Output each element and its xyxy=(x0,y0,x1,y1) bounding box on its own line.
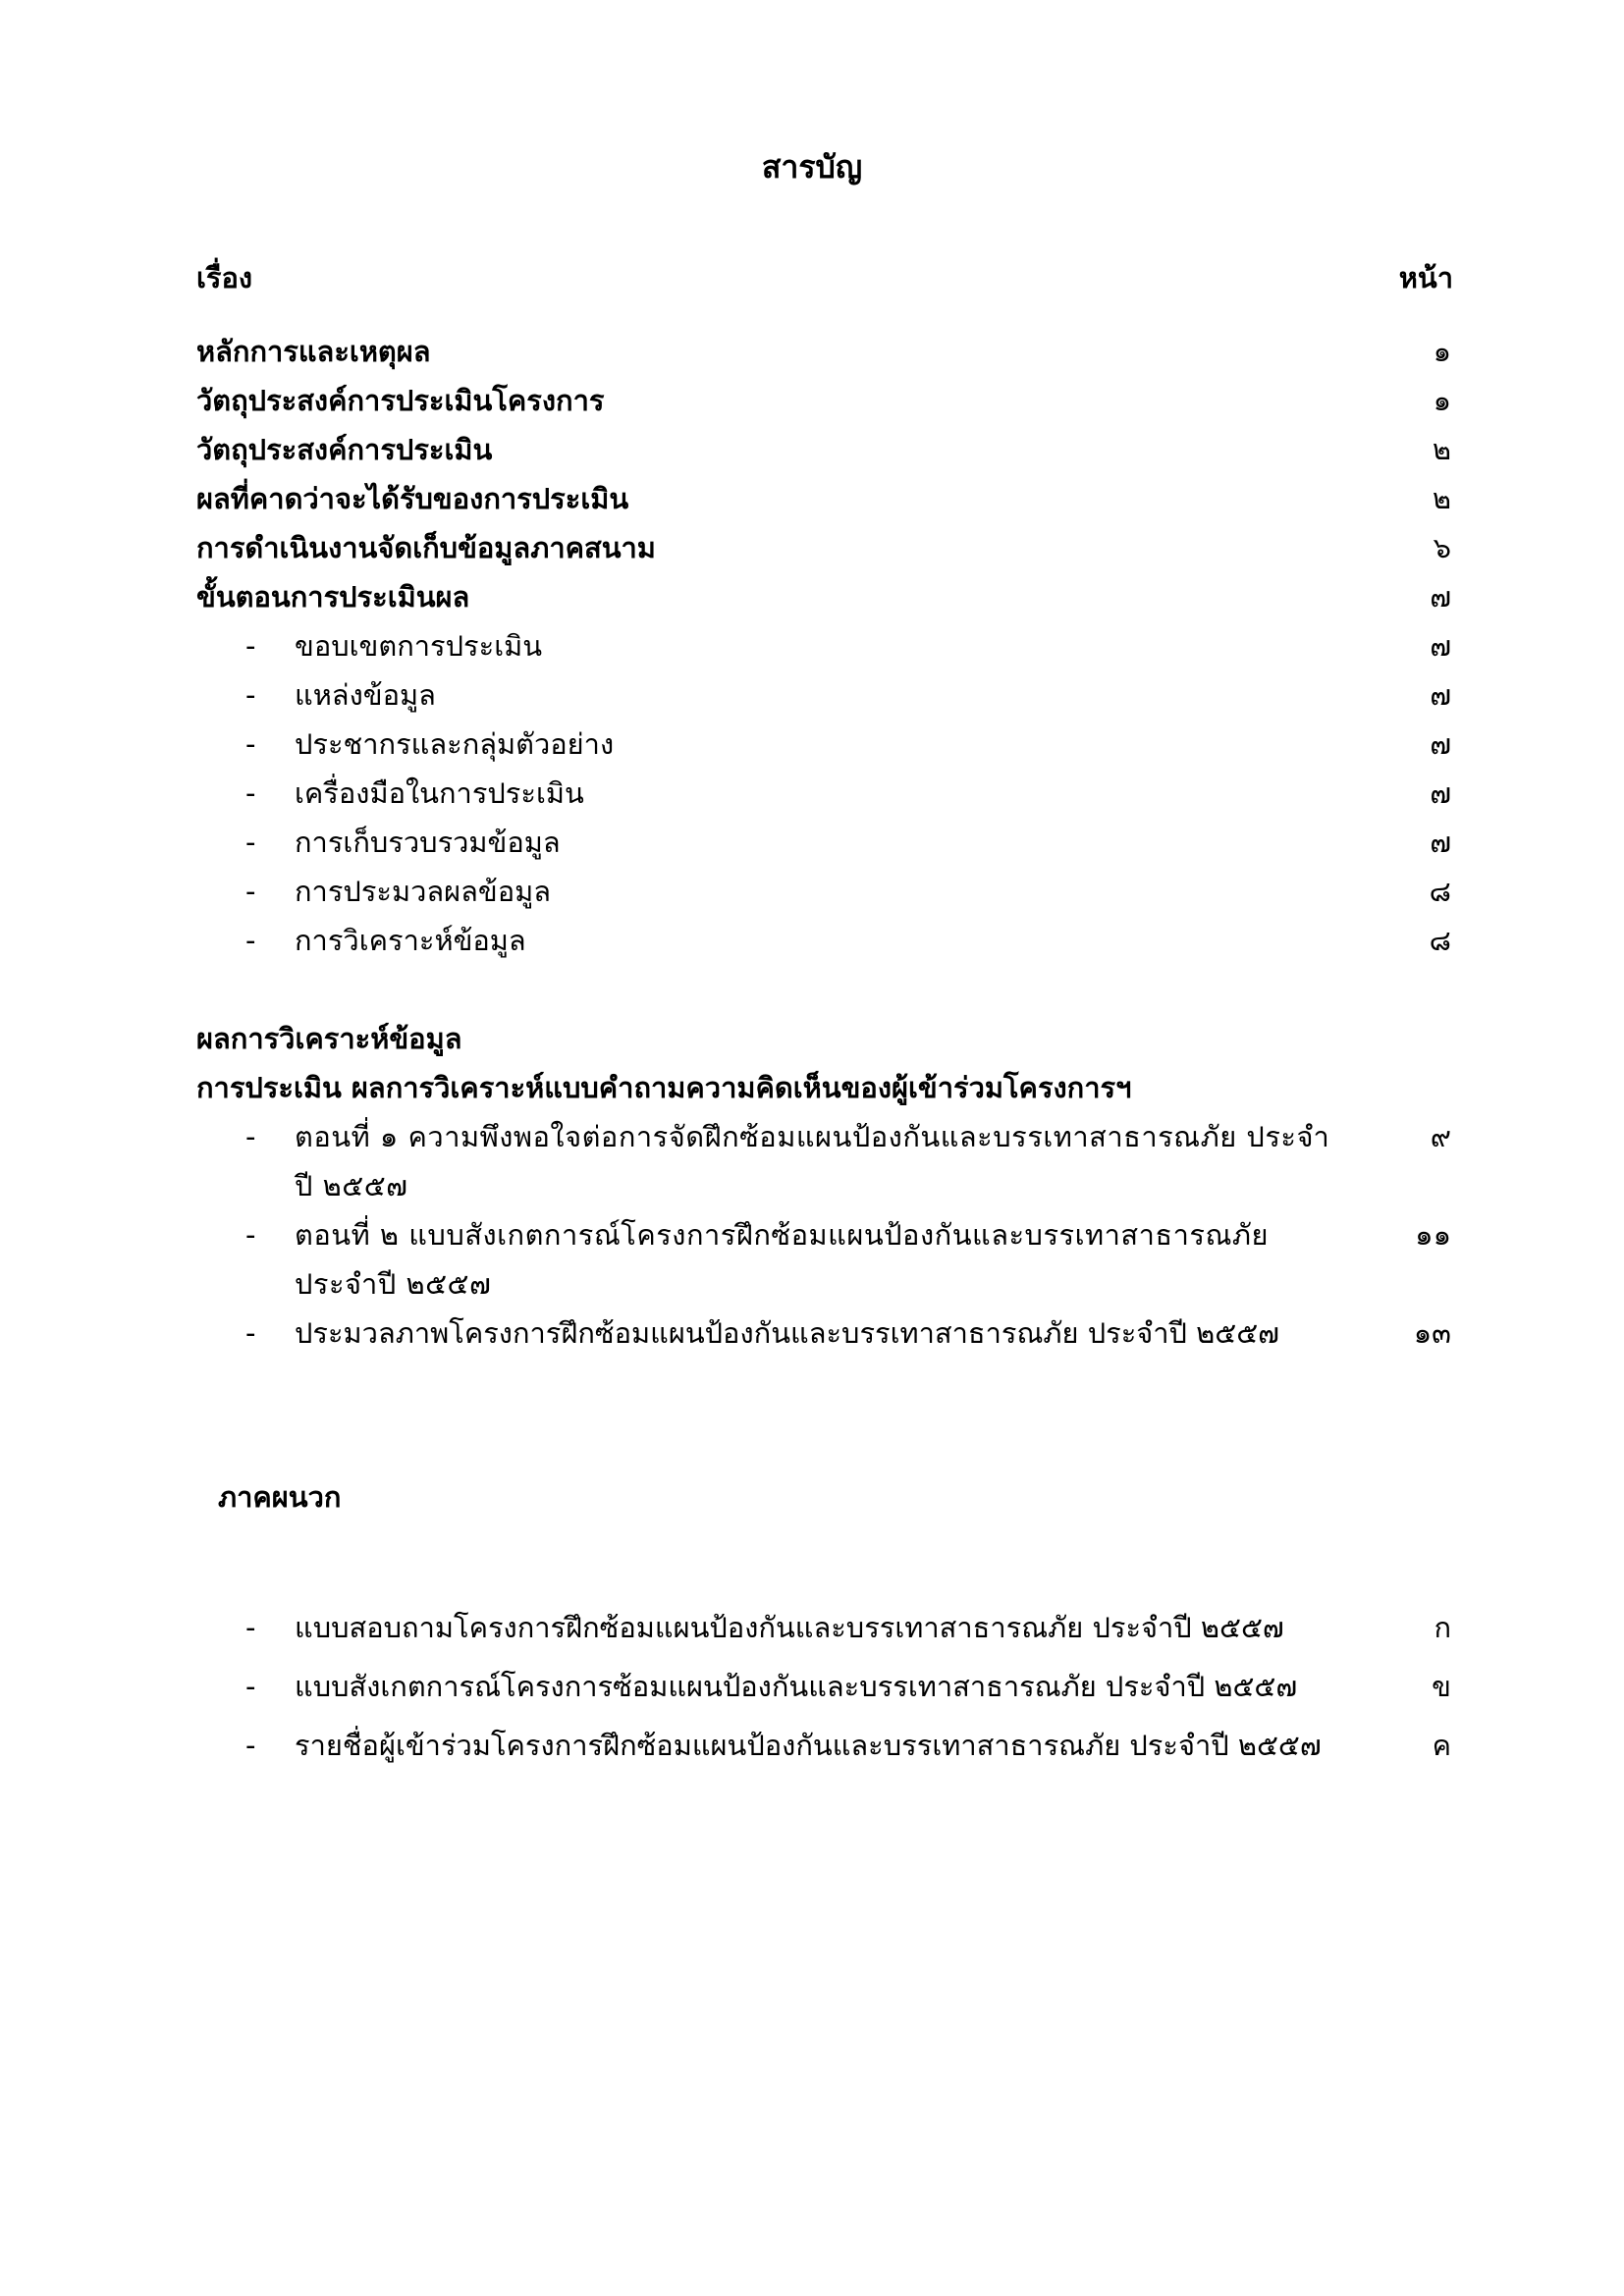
toc-entry-page: ๗ xyxy=(1430,776,1451,810)
toc-header-topic: เรื่อง xyxy=(196,261,253,294)
toc-entry-page: ก xyxy=(1434,1611,1451,1644)
toc-subentry[interactable] xyxy=(196,1308,1451,1358)
toc-subentry-label: แหล่งข้อมูล xyxy=(295,678,436,712)
toc-subentry[interactable] xyxy=(196,1112,1451,1210)
section-subheading-evaluation: การประเมิน ผลการวิเคราะห์แบบคำถามความคิดเห็นของผู้เข้าร่วมโครงการฯ xyxy=(196,1071,1132,1104)
toc-subentry-label: แบบสังเกตการณ์โครงการซ้อมแผนป้องกันและบรรเทาสาธารณภัย ประจำปี ๒๕๕๗ xyxy=(295,1670,1298,1703)
section-heading-analysis: ผลการวิเคราะห์ข้อมูล xyxy=(196,1022,462,1055)
toc-entry-label: หลักการและเหตุผล xyxy=(196,335,431,368)
bullet-dash: - xyxy=(245,1120,256,1153)
toc-entry-page: ข xyxy=(1432,1670,1451,1703)
toc-entry-page: ๑ xyxy=(1433,335,1451,368)
toc-entry[interactable] xyxy=(196,376,1451,425)
toc-entry-page: ๘ xyxy=(1429,875,1451,908)
toc-subentry[interactable] xyxy=(196,1721,1451,1770)
toc-entry-page: ๘ xyxy=(1429,924,1451,957)
toc-subentry-label: การเก็บรวบรวมข้อมูล xyxy=(295,826,561,859)
toc-subentry[interactable] xyxy=(196,1210,1451,1308)
toc-subentry-label: ตอนที่ ๒ แบบสังเกตการณ์โครงการฝึกซ้อมแผนป้องกันและบรรเทาสาธารณภัย ประจำปี ๒๕๕๗ xyxy=(295,1218,1269,1301)
toc-entry-page: ๒ xyxy=(1432,433,1451,466)
toc-entry-page: ค xyxy=(1432,1729,1451,1762)
bullet-dash: - xyxy=(245,1670,256,1703)
toc-entry[interactable] xyxy=(196,474,1451,523)
bullet-dash: - xyxy=(245,1611,256,1644)
toc-entry-page: ๗ xyxy=(1430,580,1451,614)
toc-entry-page: ๑๓ xyxy=(1413,1316,1451,1350)
toc-subentry-label: แบบสอบถามโครงการฝึกซ้อมแผนป้องกันและบรรเทาสาธารณภัย ประจำปี ๒๕๕๗ xyxy=(295,1611,1284,1644)
toc-subentry-label: การวิเคราะห์ข้อมูล xyxy=(295,924,526,957)
toc-entry-page: ๗ xyxy=(1430,826,1451,859)
bullet-dash: - xyxy=(245,924,256,957)
toc-subentry[interactable] xyxy=(196,1662,1451,1711)
bullet-dash: - xyxy=(245,727,256,761)
toc-subentry[interactable] xyxy=(196,867,1451,916)
toc-header xyxy=(196,255,1453,300)
toc-subentry-label: ประชากรและกลุ่มตัวอย่าง xyxy=(295,727,615,761)
toc-subentry-label: การประมวลผลข้อมูล xyxy=(295,875,552,908)
toc-entry-page: ๑๑ xyxy=(1415,1218,1451,1252)
toc-entry-label: ผลที่คาดว่าจะได้รับของการประเมิน xyxy=(196,482,629,515)
toc-header-page: หน้า xyxy=(1398,261,1453,294)
bullet-dash: - xyxy=(245,826,256,859)
toc-entry-page: ๑ xyxy=(1433,384,1451,417)
section-heading-appendix: ภาคผนวก xyxy=(218,1480,342,1514)
toc-subentry[interactable] xyxy=(196,1603,1451,1652)
bullet-dash: - xyxy=(245,776,256,810)
toc-subentry[interactable] xyxy=(196,670,1451,720)
bullet-dash: - xyxy=(245,1218,256,1252)
bullet-dash: - xyxy=(245,875,256,908)
bullet-dash: - xyxy=(245,678,256,712)
page-title: สารบัญ xyxy=(761,148,863,186)
bullet-dash: - xyxy=(245,1316,256,1350)
toc-entry-page: ๗ xyxy=(1430,678,1451,712)
toc-subentry[interactable] xyxy=(196,769,1451,818)
toc-entry-page: ๙ xyxy=(1430,1120,1451,1153)
toc-entry-label: วัตถุประสงค์การประเมินโครงการ xyxy=(196,384,605,417)
toc-entry[interactable] xyxy=(196,327,1451,376)
toc-entry-label: ขั้นตอนการประเมินผล xyxy=(196,580,470,614)
toc-entry-page: ๗ xyxy=(1430,727,1451,761)
toc-entry-label: การดำเนินงานจัดเก็บข้อมูลภาคสนาม xyxy=(196,531,656,564)
toc-subentry[interactable] xyxy=(196,621,1451,670)
toc-entry-page: ๖ xyxy=(1433,531,1451,564)
toc-entry[interactable] xyxy=(196,425,1451,474)
toc-subentry[interactable] xyxy=(196,818,1451,867)
toc-subentry-label: รายชื่อผู้เข้าร่วมโครงการฝึกซ้อมแผนป้องกันและบรรเทาสาธารณภัย ประจำปี ๒๕๕๗ xyxy=(295,1729,1322,1762)
toc-subentry-label: ตอนที่ ๑ ความพึงพอใจต่อการจัดฝึกซ้อมแผนป้องกันและบรรเทาสาธารณภัย ประจำปี ๒๕๕๗ xyxy=(295,1120,1330,1202)
toc-subentry[interactable] xyxy=(196,720,1451,769)
toc-entry-page: ๒ xyxy=(1432,482,1451,515)
bullet-dash: - xyxy=(245,629,256,663)
toc-subentry-label: เครื่องมือในการประเมิน xyxy=(295,776,584,810)
toc-subentry-label: ประมวลภาพโครงการฝึกซ้อมแผนป้องกันและบรรเทาสาธารณภัย ประจำปี ๒๕๕๗ xyxy=(295,1316,1279,1350)
bullet-dash: - xyxy=(245,1729,256,1762)
toc-subentry-label: ขอบเขตการประเมิน xyxy=(295,629,543,663)
toc-entry[interactable] xyxy=(196,523,1451,572)
toc-entry-label: วัตถุประสงค์การประเมิน xyxy=(196,433,493,466)
toc-subentry[interactable] xyxy=(196,916,1451,965)
toc-entry-page: ๗ xyxy=(1430,629,1451,663)
toc-entry[interactable] xyxy=(196,572,1451,621)
